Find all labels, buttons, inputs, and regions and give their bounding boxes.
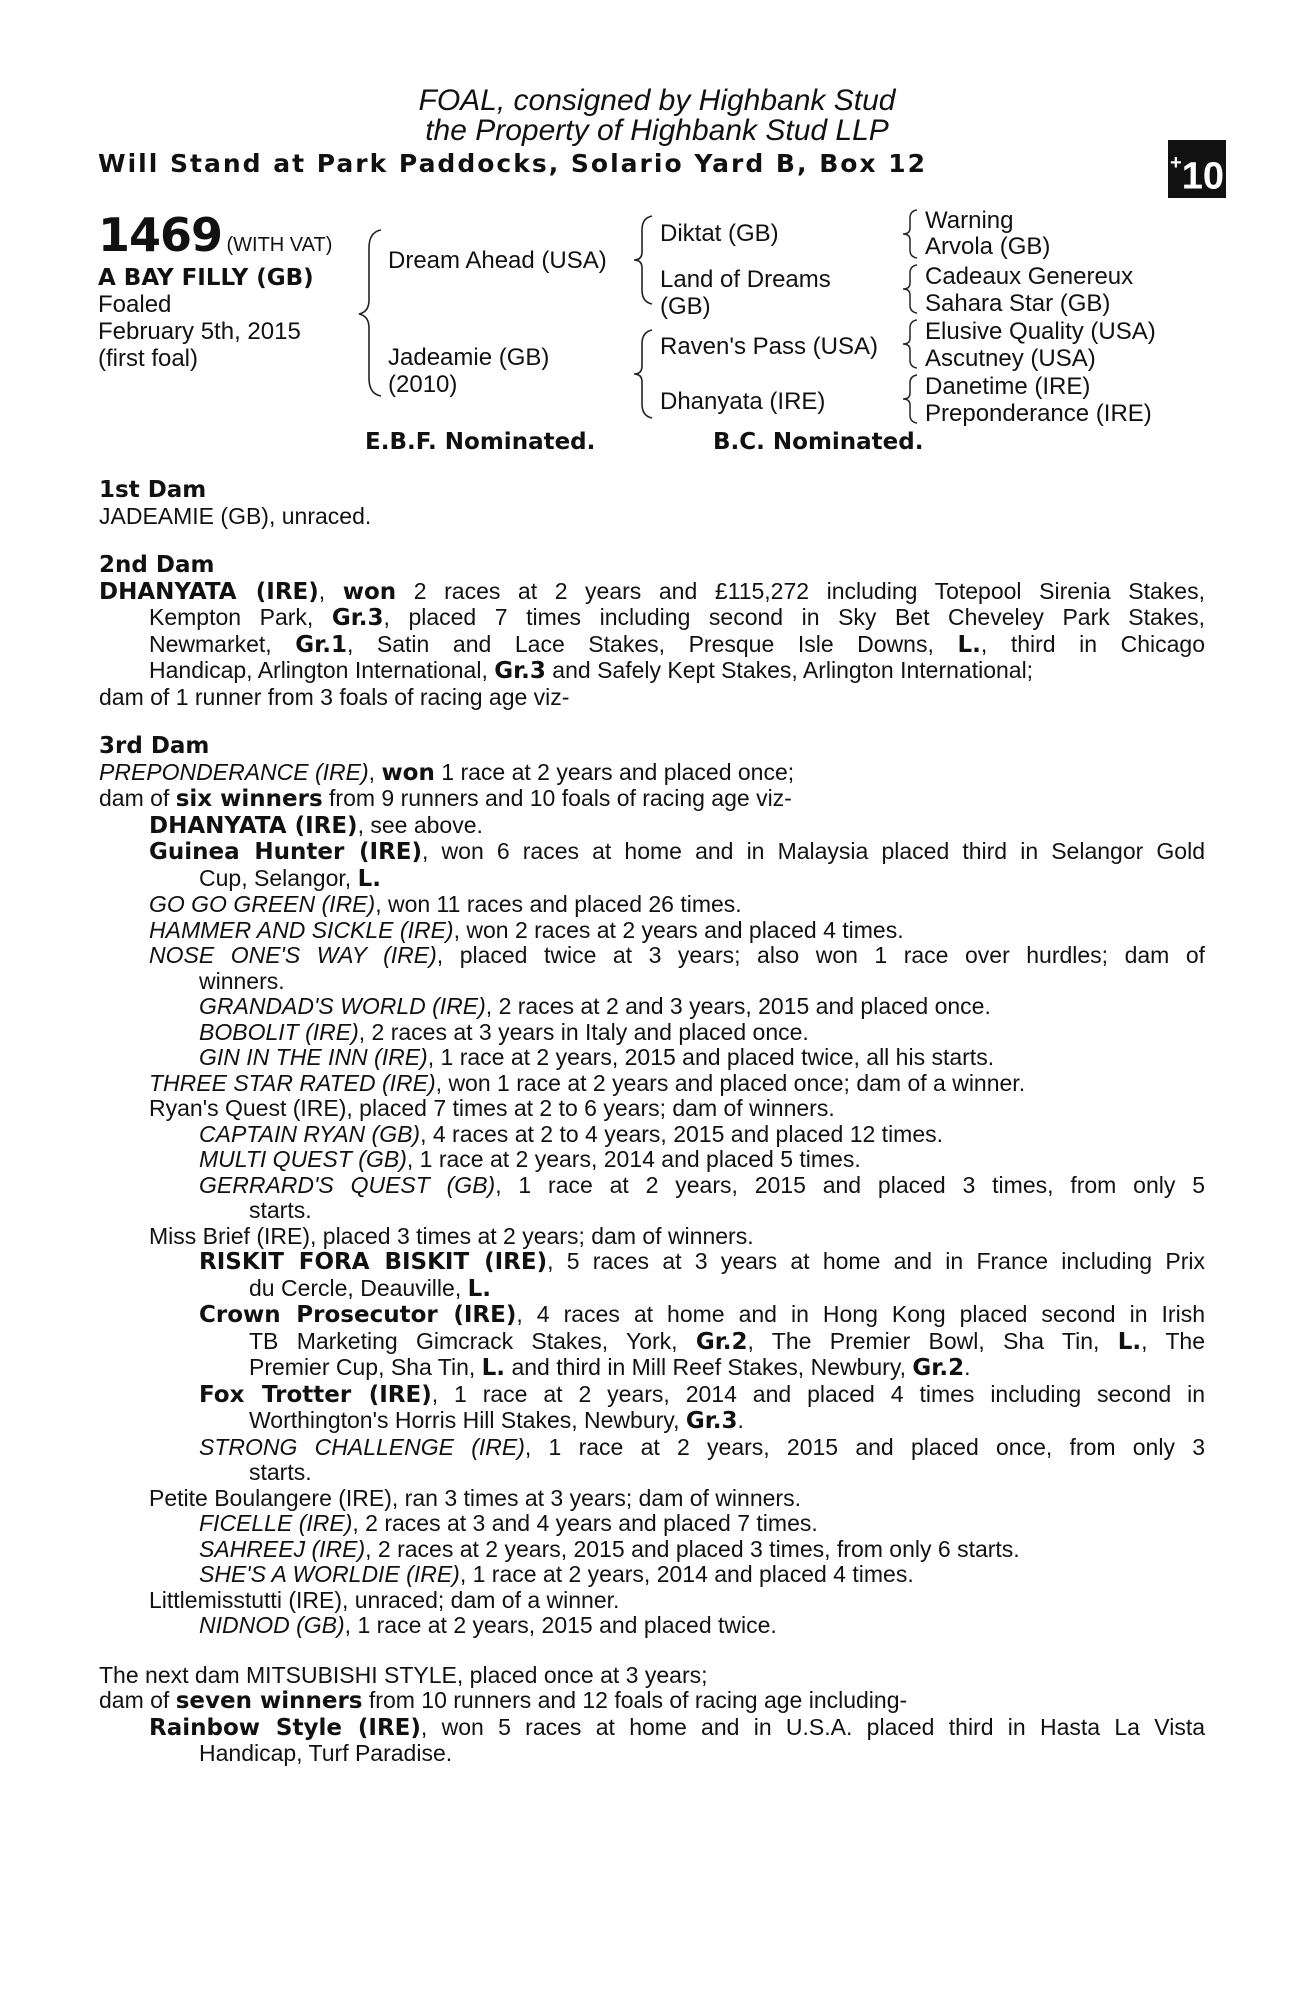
dam-parents-brace [630,328,656,420]
progeny-ficelle: FICELLE (IRE), 2 races at 3 and 4 years and placed 7 times. [199,1510,818,1536]
sire-sire: Diktat (GB) [660,220,779,247]
progeny-grandads-world: GRANDAD'S WORLD (IRE), 2 races at 2 and 3 years, 2015 and placed once. [199,993,991,1019]
sire-dam-line1: Land of Dreams [660,266,831,293]
third-dam-line-1: PREPONDERANCE (IRE), won 1 race at 2 years and placed once; [99,758,795,786]
progeny-crown-prosecutor-l2: TB Marketing Gimcrack Stakes, York, Gr.2, The Premier Bowl, Sha Tin, L., The [249,1327,1205,1355]
next-dam-line-2: dam of seven winners from 10 runners and 12 foals of racing age including- [99,1687,908,1714]
dam-sire-sire: Elusive Quality (USA) [925,318,1156,345]
progeny-hammer-and-sickle: HAMMER AND SICKLE (IRE), won 2 races at 2 years and placed 4 times. [149,916,904,943]
dam-dam: Dhanyata (IRE) [660,388,826,415]
foaled-label: Foaled [98,291,172,318]
progeny-crown-prosecutor-l3: Premier Cup, Sha Tin, L. and third in Mill Reef Stakes, Newbury, Gr.2. [249,1354,971,1381]
second-dam-heading: 2nd Dam [99,552,215,578]
lot-name: A BAY FILLY (GB) [98,265,314,291]
second-dam-line-1: DHANYATA (IRE), won 2 races at 2 years and £115,272 including Totepool Sirenia Stakes, [99,577,1205,605]
second-dam-line-5: dam of 1 runner from 3 foals of racing age viz- [99,683,570,710]
first-dam-heading: 1st Dam [99,477,207,503]
next-dam-line-1: The next dam MITSUBISHI STYLE, placed once at 3 years; [99,1661,708,1688]
sire-dam-dam: Sahara Star (GB) [925,290,1111,317]
dam-dam-dam: Preponderance (IRE) [925,400,1152,427]
consignor-line: FOAL, consigned by Highbank Stud [418,84,896,117]
progeny-riskit-fora-biskit: RISKIT FORA BISKIT (IRE), 5 races at 3 years at home and in France including Prix [199,1248,1205,1275]
sire-dam-line2: (GB) [660,293,711,320]
progeny-miss-brief: Miss Brief (IRE), placed 3 times at 2 years; dam of winners. [149,1222,754,1249]
dam-name: Jadeamie (GB) [388,344,550,371]
third-dam-line-2: dam of six winners from 9 runners and 10 foals of racing age viz- [99,785,792,812]
gen3-brace-2 [900,263,920,315]
progeny-rainbow-style: Rainbow Style (IRE), won 5 races at home and in U.S.A. placed third in Hasta La Vista [149,1713,1205,1741]
progeny-nose-ones-way-l2: winners. [199,967,285,994]
progeny-gerrards-quest-l2: starts. [249,1197,312,1223]
progeny-petite-boulangere: Petite Boulangere (IRE), ran 3 times at 3 years; dam of winners. [149,1484,801,1511]
catalogue-body [99,478,1205,1767]
progeny-gin-in-the-inn: GIN IN THE INN (IRE), 1 race at 2 years, 2015 and placed twice, all his starts. [199,1044,995,1070]
plus10-badge: +10 [1168,140,1226,198]
progeny-littlemisstutti: Littlemisstutti (IRE), unraced; dam of a winner. [149,1586,620,1613]
progeny-rainbow-style-l2: Handicap, Turf Paradise. [199,1740,453,1766]
progeny-fox-trotter-l2: Worthington's Horris Hill Stakes, Newbury, Gr.3. [249,1407,744,1434]
progeny-strong-challenge-l2: starts. [249,1459,312,1485]
second-dam-line-2: Kempton Park, Gr.3, placed 7 times including second in Sky Bet Cheveley Park Stakes, [149,604,1205,631]
progeny-sahreej: SAHREEJ (IRE), 2 races at 2 years, 2015 and placed 3 times, from only 6 starts. [199,1535,1020,1562]
sire-dam-brace [355,228,385,398]
progeny-riskit-fora-biskit-l2: du Cercle, Deauville, L. [249,1274,492,1302]
sire-sire-dam: Arvola (GB) [925,233,1051,260]
progeny-ryans-quest: Ryan's Quest (IRE), placed 7 times at 2 to 6 years; dam of winners. [149,1095,835,1121]
dam-sire: Raven's Pass (USA) [660,333,878,360]
third-dam-heading: 3rd Dam [99,733,210,759]
lot-number-block [98,208,332,262]
sire-sire-sire: Warning [925,207,1014,234]
gen3-brace-1 [900,208,920,260]
progeny-bobolit: BOBOLIT (IRE), 2 races at 3 years in Italy and placed once. [199,1018,809,1045]
progeny-shes-a-worldie: SHE'S A WORLDIE (IRE), 1 race at 2 years, 2014 and placed 4 times. [199,1561,914,1587]
progeny-captain-ryan: CAPTAIN RYAN (GB), 4 races at 2 to 4 years, 2015 and placed 12 times. [199,1120,944,1147]
dam-dam-sire: Danetime (IRE) [925,373,1091,400]
sire-parents-brace [630,214,656,306]
foal-note: (first foal) [98,345,199,372]
progeny-fox-trotter: Fox Trotter (IRE), 1 race at 2 years, 2014 and placed 4 times including second in [199,1380,1206,1408]
second-dam-line-4: Handicap, Arlington International, Gr.3 and Safely Kept Stakes, Arlington International; [149,657,1034,684]
gen3-brace-3 [900,318,920,370]
progeny-go-go-green: GO GO GREEN (IRE), won 11 races and placed 26 times. [149,891,742,917]
progeny-guinea-hunter: Guinea Hunter (IRE), won 6 races at home and in Malaysia placed third in Selangor Gold [149,838,1205,865]
dam-sire-dam: Ascutney (USA) [925,345,1096,372]
progeny-gerrards-quest: GERRARD'S QUEST (GB), 1 race at 2 years, 2015 and placed 3 times, from only 5 [199,1171,1205,1198]
property-line: the Property of Highbank Stud LLP [425,114,889,147]
vat-note: (WITH VAT) [226,234,333,256]
second-dam-line-3: Newmarket, Gr.1, Satin and Lace Stakes, Presque Isle Downs, L., third in Chicago [149,630,1205,658]
sire: Dream Ahead (USA) [388,247,607,274]
foaled-date: February 5th, 2015 [98,318,301,345]
progeny-multi-quest: MULTI QUEST (GB), 1 race at 2 years, 2014 and placed 5 times. [199,1146,861,1172]
progeny-three-star-rated: THREE STAR RATED (IRE), won 1 race at 2 years and placed once; dam of a winner. [149,1069,1026,1096]
progeny-strong-challenge: STRONG CHALLENGE (IRE), 1 race at 2 years, 2015 and placed once, from only 3 [199,1433,1206,1460]
lot-number: 1469 [98,208,223,262]
progeny-nidnod: NIDNOD (GB), 1 race at 2 years, 2015 and placed twice. [199,1612,777,1638]
ebf-nominated: E.B.F. Nominated. [365,429,596,455]
progeny-nose-ones-way: NOSE ONE'S WAY (IRE), placed twice at 3 years; also won 1 race over hurdles; dam of [149,942,1206,968]
first-dam-text: JADEAMIE (GB), unraced. [99,502,372,529]
gen3-brace-4 [900,373,920,425]
dam-year: (2010) [388,371,458,398]
sire-dam-sire: Cadeaux Genereux [925,263,1134,290]
stand-location: Will Stand at Park Paddocks, Solario Yard B, Box 12 [98,149,928,178]
bc-nominated: B.C. Nominated. [713,429,924,455]
progeny-crown-prosecutor: Crown Prosecutor (IRE), 4 races at home and in Hong Kong placed second in Irish [199,1301,1205,1328]
progeny-guinea-hunter-l2: Cup, Selangor, L. [199,864,381,892]
progeny-dhanyata: DHANYATA (IRE), see above. [149,811,483,839]
